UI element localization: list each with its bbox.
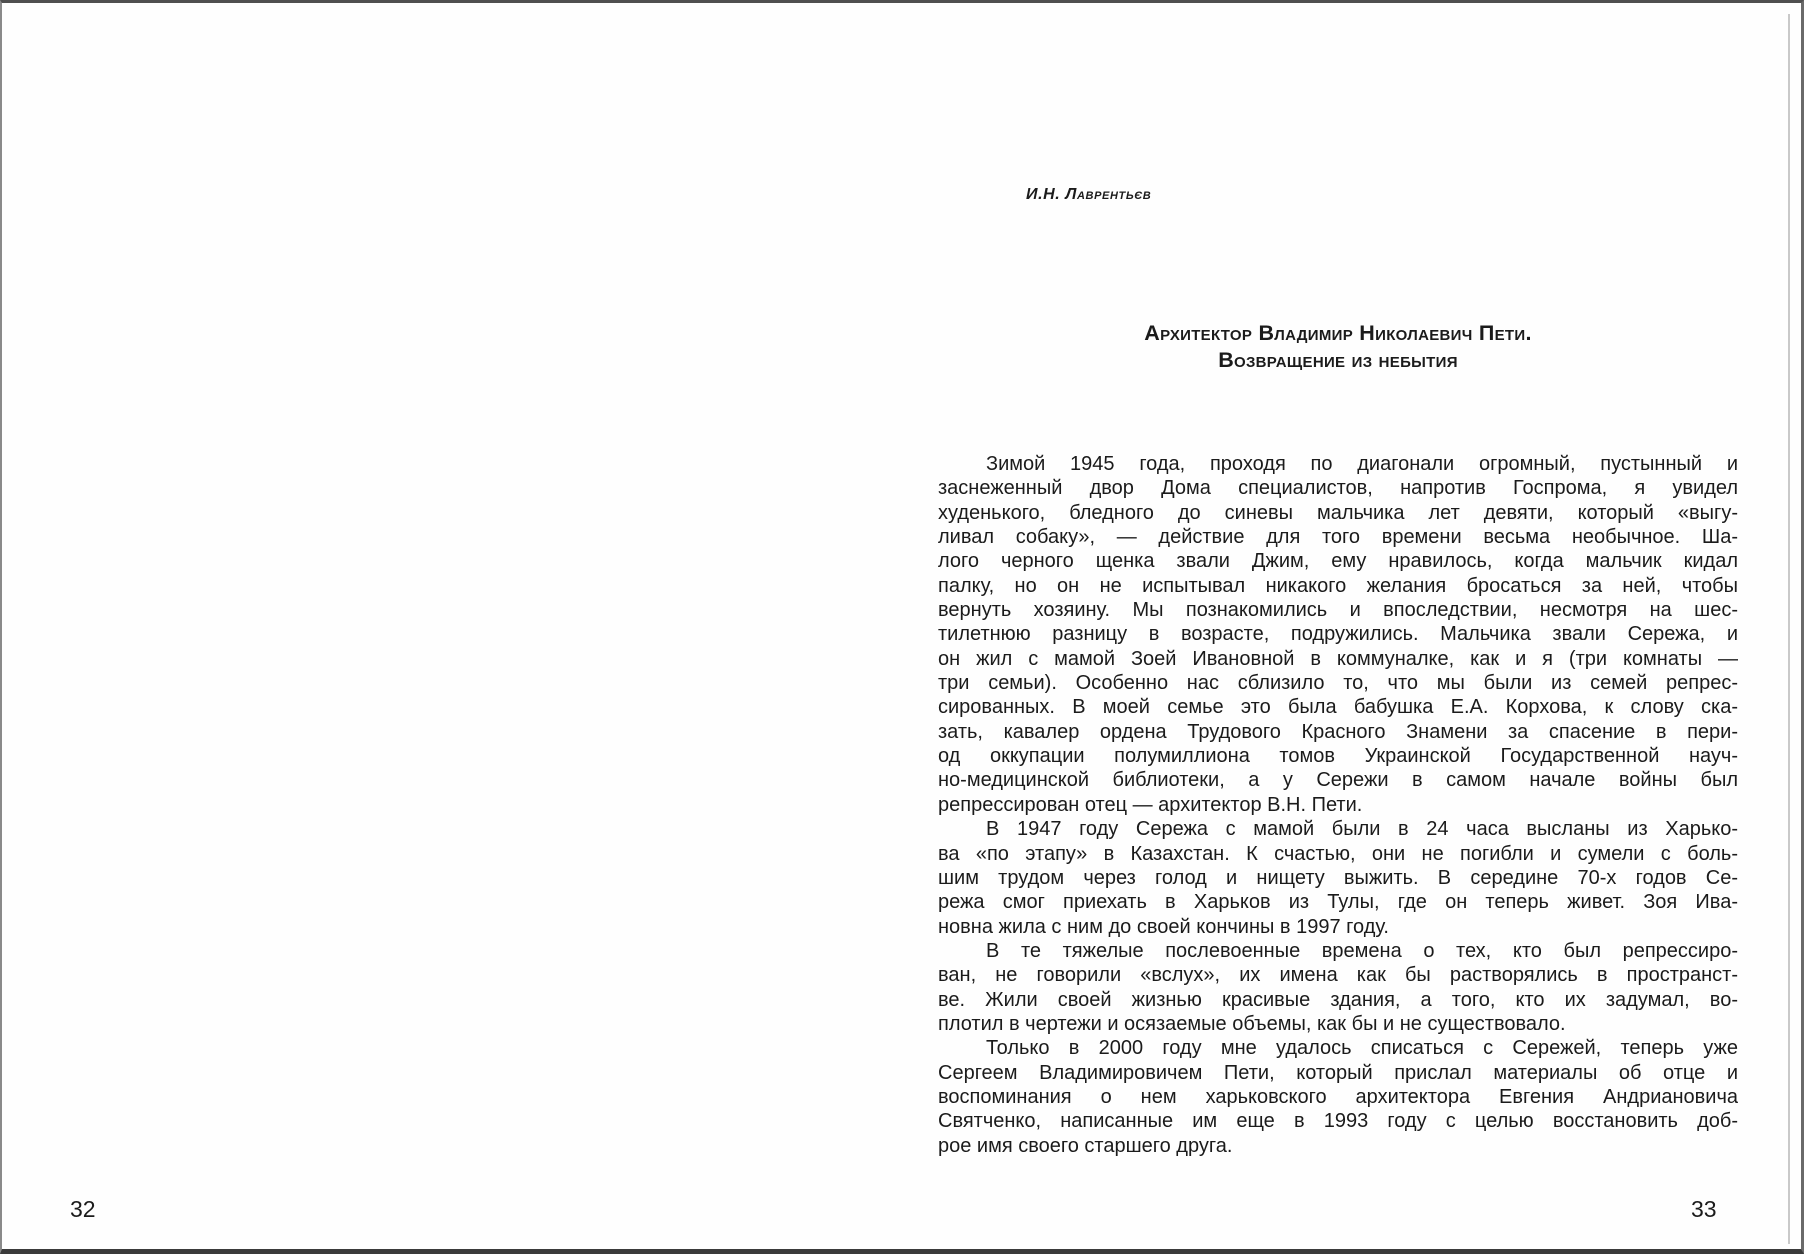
text-line: шим трудом через голод и нищету выжить. В середине 70-х годов Се-: [938, 866, 1738, 889]
text-line: сированных. В моей семье это была бабушка Е.А. Корхова, к слову ска-: [938, 696, 1738, 719]
article-body: [938, 452, 1738, 1158]
text-line: новна жила с ним до своей кончины в 1997 году.: [938, 915, 1389, 938]
author-byline: И.Н. Лаврентьєв: [1026, 186, 1152, 203]
text-line: три семьи). Особенно нас сблизило то, что мы были из семей репрес-: [938, 672, 1738, 695]
text-line: Святченко, написанные им еще в 1993 году с целью восстановить доб-: [938, 1110, 1738, 1133]
text-line: плотил в чертежи и осязаемые объемы, как бы и не существовало.: [938, 1012, 1566, 1035]
text-line: заснеженный двор Дома специалистов, напротив Госпрома, я увидел: [938, 477, 1738, 500]
text-line: ва «по этапу» в Казахстан. К счастью, они не погибли и сумели с боль-: [938, 842, 1738, 865]
text-line: рое имя своего старшего друга.: [938, 1134, 1233, 1157]
text-line: ливал собаку», — действие для того времени весьма необычное. Ша-: [938, 526, 1738, 549]
text-line: вернуть хозяину. Мы познакомились и впоследствии, несмотря на шес-: [938, 599, 1738, 622]
page-edge-line: [1788, 14, 1790, 1244]
article-title: [938, 320, 1738, 374]
text-line: тилетнюю разницу в возрасте, подружились. Мальчика звали Сережа, и: [938, 623, 1738, 646]
text-line: од оккупации полумиллиона томов Украинской Государственной науч-: [938, 745, 1738, 768]
text-line: воспоминания о нем харьковского архитектора Евгения Андриановича: [938, 1085, 1738, 1108]
text-line: ван, не говорили «вслух», их имена как бы растворялись в пространст-: [938, 964, 1738, 987]
text-line: он жил с мамой Зоей Ивановной в коммуналке, как и я (три комнаты —: [938, 647, 1738, 670]
text-line: В те тяжелые послевоенные времена о тех, кто был репрессиро-: [986, 939, 1738, 962]
text-line: худенького, бледного до синевы мальчика лет девяти, который «выгу-: [938, 501, 1738, 524]
text-line: но-медицинской библиотеки, а у Сережи в самом начале войны был: [938, 769, 1738, 792]
text-line: режа смог приехать в Харьков из Тулы, где он теперь живет. Зоя Ива-: [938, 891, 1738, 914]
text-line: В 1947 году Сережа с мамой были в 24 часа высланы из Харько-: [986, 818, 1738, 841]
text-line: Только в 2000 году мне удалось списаться с Сережей, теперь уже: [986, 1037, 1738, 1060]
text-line: репрессирован отец — архитектор В.Н. Пети.: [938, 793, 1363, 816]
text-line: ве. Жили своей жизнью красивые здания, а того, кто их задумал, во-: [938, 988, 1738, 1011]
page-number-left: 32: [70, 1196, 96, 1222]
text-line: Зимой 1945 года, проходя по диагонали огромный, пустынный и: [986, 453, 1738, 475]
title-line: Возвращение из небытия: [1218, 348, 1458, 372]
text-line: палку, но он не испытывал никакого желания бросаться за ней, чтобы: [938, 574, 1738, 597]
text-line: Сергеем Владимировичем Пети, который прислал материалы об отце и: [938, 1061, 1738, 1084]
text-line: лого черного щенка звали Джим, ему нравилось, когда мальчик кидал: [938, 550, 1738, 573]
page-number-right: 33: [1691, 1196, 1717, 1222]
text-line: зать, кавалер ордена Трудового Красного Знамени за спасение в пери-: [938, 720, 1738, 743]
title-line: Архитектор Владимир Николаевич Пети.: [1144, 321, 1532, 345]
